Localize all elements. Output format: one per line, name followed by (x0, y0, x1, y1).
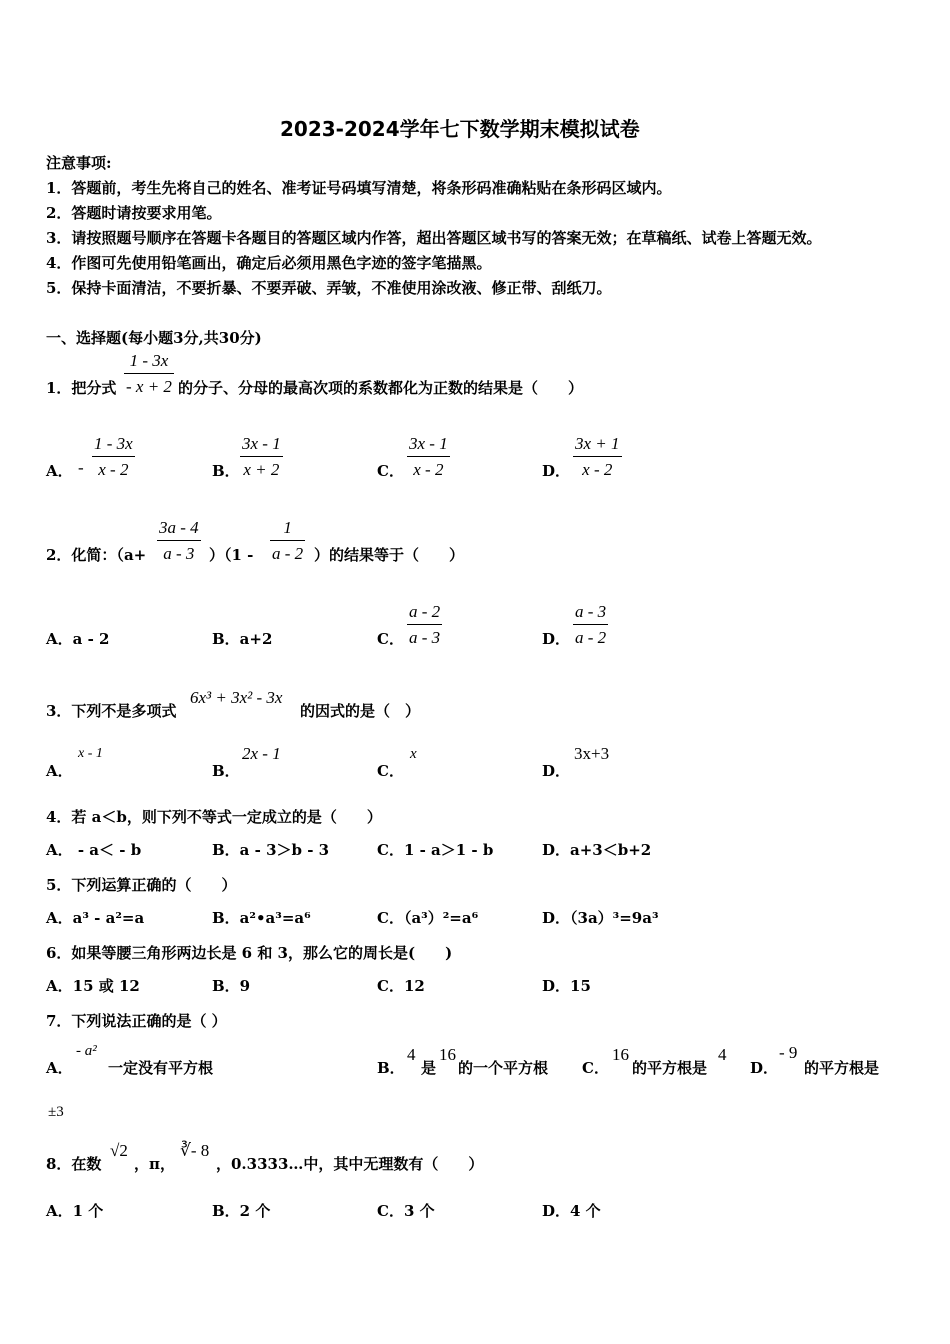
q1-option-a-sign: - (78, 458, 84, 477)
q3-question-text: 的因式的是（ ） (300, 702, 421, 720)
section-heading: 一、选择题(每小题3分,共30分) (46, 329, 262, 347)
q3-option-a-label: A． (46, 762, 73, 780)
q7-option-a-expr: - a² (76, 1043, 97, 1059)
q6-question-text: 6．如果等腰三角形两边长是 6 和 3，那么它的周长是( ) (46, 944, 453, 962)
q5-question-text: 5．下列运算正确的（ ） (46, 876, 237, 894)
q2-fraction-2-numerator: 1 (270, 518, 305, 541)
q1-option-a-fraction (92, 434, 135, 480)
q5-option-b: B．a²•a³=a⁶ (212, 909, 311, 927)
q2-option-d-denominator: a - 2 (575, 628, 607, 647)
q7-option-c-mid: 的平方根是 (632, 1059, 708, 1077)
q7-option-d-text: 的平方根是 (804, 1059, 880, 1077)
q8-option-c: C．3 个 (377, 1202, 435, 1220)
q7-option-b-text: 的一个平方根 (458, 1059, 549, 1077)
q1-option-d-denominator: x - 2 (582, 460, 613, 479)
q8-option-a: A．1 个 (46, 1202, 104, 1220)
page-title: 2023-2024学年七下数学期末模拟试卷 (280, 117, 640, 141)
q7-option-c-label: C． (582, 1059, 609, 1077)
q2-fraction-2 (270, 518, 305, 564)
q1-option-d-numerator: 3x + 1 (573, 434, 622, 457)
q1-option-a-label: A． (46, 462, 73, 480)
q1-prefix: 1．把分式 (46, 379, 117, 397)
q7-question-text: 7．下列说法正确的是（ ） (46, 1012, 227, 1030)
q2-option-c-label: C． (377, 630, 404, 648)
q2-option-b: B．a+2 (212, 630, 273, 648)
q2-fraction-1-numerator: 3a - 4 (157, 518, 201, 541)
q1-option-a-numerator: 1 - 3x (92, 434, 135, 457)
q7-option-c-n2: 4 (718, 1045, 727, 1064)
q1-option-c-fraction (407, 434, 450, 480)
q3-prefix: 3．下列不是多项式 (46, 702, 177, 720)
notice-item-2: 2．答题时请按要求用笔。 (46, 204, 222, 222)
q1-question-text: 的分子、分母的最高次项的系数都化为正数的结果是（ ） (178, 379, 584, 397)
q7-option-c-n1: 16 (612, 1045, 629, 1064)
q4-option-a: A． - a＜ - b (46, 841, 142, 859)
q3-polynomial: 6x³ + 3x² - 3x (190, 688, 283, 707)
notice-item-3: 3．请按照题号顺序在答题卡各题目的答题区域内作答，超出答题区域书写的答案无效；在草稿纸、试卷上答题无效。 (46, 229, 822, 247)
q1-option-b-numerator: 3x - 1 (240, 434, 283, 457)
q1-option-c-denominator: x - 2 (413, 460, 444, 479)
q3-option-d-label: D． (542, 762, 571, 780)
q4-question-text: 4．若 a＜b，则下列不等式一定成立的是（ ） (46, 808, 382, 826)
q2-middle-text: ）（1 - (209, 546, 254, 564)
q3-option-c-value: x (410, 746, 417, 762)
q2-option-c-numerator: a - 2 (407, 602, 442, 625)
q2-option-a: A．a - 2 (46, 630, 110, 648)
q7-option-b-n1: 4 (407, 1045, 416, 1064)
q1-option-d-fraction (573, 434, 622, 480)
q7-option-a-label: A． (46, 1059, 73, 1077)
q2-question-text: ）的结果等于（ ） (314, 546, 465, 564)
q8-option-b: B．2 个 (212, 1202, 271, 1220)
q1-fraction-denominator: - x + 2 (126, 377, 172, 396)
q2-fraction-1-denominator: a - 3 (163, 544, 195, 563)
notice-item-5: 5．保持卡面清洁，不要折暴、不要弄破、弄皱，不准使用涂改液、修正带、刮纸刀。 (46, 279, 612, 297)
q3-option-c-label: C． (377, 762, 404, 780)
q7-option-b-n2: 16 (439, 1045, 456, 1064)
q3-option-a-value: x - 1 (78, 746, 103, 761)
notice-heading: 注意事项: (46, 154, 112, 172)
q1-option-b-label: B． (212, 462, 240, 480)
q8-separator: ，π， (134, 1155, 175, 1173)
q1-option-d-label: D． (542, 462, 571, 480)
q3-option-d-value: 3x+3 (574, 744, 610, 763)
q8-cube-root: ∛- 8 (180, 1141, 210, 1160)
q7-option-b-label: B． (377, 1059, 405, 1077)
q2-prefix: 2．化简：（a+ (46, 546, 147, 564)
q1-option-b-fraction (240, 434, 283, 480)
q7-option-d-n: - 9 (779, 1043, 798, 1062)
q8-question-text: ，0.3333…中，其中无理数有（ ） (216, 1155, 484, 1173)
q6-option-d: D．15 (542, 977, 591, 995)
q8-sqrt-2: √2 (110, 1141, 128, 1160)
q7-option-d-label: D． (750, 1059, 779, 1077)
q2-option-d-numerator: a - 3 (573, 602, 608, 625)
q1-option-c-numerator: 3x - 1 (407, 434, 450, 457)
q4-option-c: C．1 - a＞1 - b (377, 841, 494, 859)
q2-option-d-label: D． (542, 630, 571, 648)
q5-option-d: D．（3a）³=9a³ (542, 909, 659, 927)
q6-option-c: C．12 (377, 977, 425, 995)
q8-option-d: D．4 个 (542, 1202, 601, 1220)
q7-option-b-mid: 是 (421, 1059, 437, 1077)
q1-option-b-denominator: x + 2 (243, 460, 280, 479)
q1-option-c-label: C． (377, 462, 404, 480)
q4-option-b: B．a - 3＞b - 3 (212, 841, 330, 859)
q2-fraction-1 (157, 518, 201, 564)
notice-item-1: 1．答题前，考生先将自己的姓名、准考证号码填写清楚，将条形码准确粘贴在条形码区域内。 (46, 179, 672, 197)
q5-option-a: A．a³ - a²=a (46, 909, 145, 927)
q2-fraction-2-denominator: a - 2 (272, 544, 304, 563)
q3-option-b-value: 2x - 1 (242, 744, 281, 763)
q5-option-c: C．（a³）²=a⁶ (377, 909, 479, 927)
q8-prefix: 8．在数 (46, 1155, 102, 1173)
q2-option-d-fraction (573, 602, 608, 648)
q2-option-c-denominator: a - 3 (409, 628, 441, 647)
q2-option-c-fraction (407, 602, 442, 648)
q7-option-d-answer: ±3 (48, 1104, 64, 1120)
q1-option-a-denominator: x - 2 (98, 460, 129, 479)
q6-option-b: B．9 (212, 977, 251, 995)
q3-option-b-label: B． (212, 762, 240, 780)
q4-option-d: D．a+3＜b+2 (542, 841, 652, 859)
q1-fraction-numerator: 1 - 3x (124, 351, 174, 374)
q1-fraction (124, 351, 174, 397)
notice-item-4: 4．作图可先使用铅笔画出，确定后必须用黑色字迹的签字笔描黑。 (46, 254, 492, 272)
q7-option-a-text: 一定没有平方根 (108, 1059, 214, 1077)
q6-option-a: A．15 或 12 (46, 977, 140, 995)
